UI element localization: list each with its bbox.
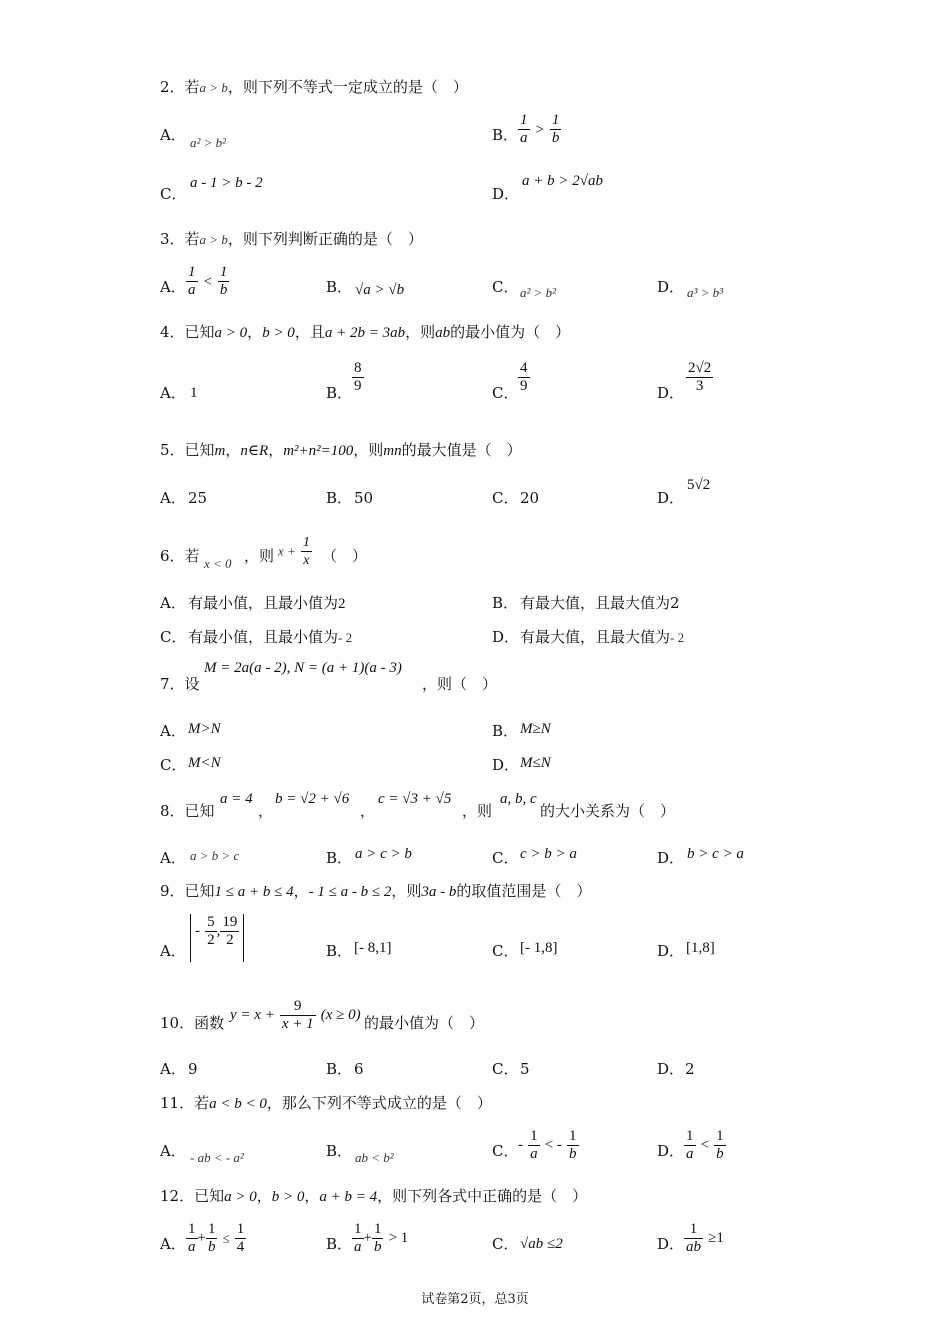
q8-sep-3: ，则 xyxy=(462,802,493,820)
q7-option-d: M≤N xyxy=(520,755,551,771)
q3-option-c: a² > b² xyxy=(520,285,557,300)
q6-option-c: 有最小值，且最小值为- 2 xyxy=(188,628,353,646)
q10-option-a-label: A． xyxy=(160,1060,186,1078)
q7-option-a: M>N xyxy=(188,721,221,737)
q12-option-b: $\frac{1}{a}$ + $\frac{1}{b}$ > 1 xyxy=(354,1221,409,1255)
q5-option-c-label: C． xyxy=(492,489,519,507)
q5-option-c: 20 xyxy=(520,489,540,507)
q8-option-a: a > b > c xyxy=(190,848,240,863)
q3-option-b-label: B． xyxy=(326,278,353,296)
q10-option-b-label: B． xyxy=(326,1060,353,1078)
q10-option-d-label: D． xyxy=(657,1060,685,1078)
q10-option-b: 6 xyxy=(354,1060,364,1078)
q2-option-a: a² > b² xyxy=(190,135,227,150)
q9-option-b-label: B． xyxy=(326,942,353,960)
q8-option-c-label: C． xyxy=(492,849,519,867)
q10-option-d: 2 xyxy=(685,1060,695,1078)
q10-stem-prefix: 10．函数 xyxy=(160,1014,225,1032)
q12-option-b-label: B． xyxy=(326,1235,353,1253)
q11-option-d-label: D． xyxy=(657,1142,685,1160)
q4-option-d: $\frac{2√2}{3}$ xyxy=(688,360,712,394)
q11-option-b: ab < b² xyxy=(355,1150,394,1165)
q7-stem-suffix: ，则（ ） xyxy=(422,675,498,693)
q3-option-d: a³ > b³ xyxy=(687,285,724,300)
q6-option-c-label: C． xyxy=(160,628,187,646)
q8-sep-1: ， xyxy=(258,802,274,820)
q7-option-b: M≥N xyxy=(520,721,551,737)
q3-stem: 3．若a > b，则下列判断正确的是（ ） xyxy=(160,230,423,248)
q6-option-a-label: A． xyxy=(160,594,186,612)
q12-option-a: $\frac{1}{a}$ + $\frac{1}{b}$ ≤ $\frac{1}{4}$ xyxy=(188,1221,245,1255)
q4-option-c: $\frac{4}{9}$ xyxy=(520,360,528,394)
q5-option-b-label: B． xyxy=(326,489,353,507)
q4-stem: 4．已知a > 0，b > 0，且a + 2b = 3ab，则ab的最小值为（ ） xyxy=(160,323,571,341)
q11-option-c-label: C． xyxy=(492,1142,519,1160)
q4-option-a-label: A． xyxy=(160,384,186,402)
q8-option-c: c > b > a xyxy=(520,846,577,862)
q4-option-b: $\frac{8}{9}$ xyxy=(354,360,362,394)
q6-stem-suffix: （ ） xyxy=(322,547,368,565)
q7-option-c-label: C． xyxy=(160,756,187,774)
q7-option-a-label: A． xyxy=(160,722,186,740)
q6-option-b-label: B． xyxy=(492,594,519,612)
q8-option-a-label: A． xyxy=(160,849,186,867)
q6-stem-mid: ，则 xyxy=(244,547,275,565)
q10-option-a: 9 xyxy=(188,1060,198,1078)
q5-option-a: 25 xyxy=(188,489,208,507)
q2-stem: 2．若a > b，则下列不等式一定成立的是（ ） xyxy=(160,78,468,96)
q8-option-d-label: D． xyxy=(657,849,685,867)
q11-option-a-label: A． xyxy=(160,1142,186,1160)
q11-stem: 11．若a < b < 0，那么下列不等式成立的是（ ） xyxy=(160,1094,492,1112)
q11-option-c: - $\frac{1}{a}$ < - $\frac{1}{b}$ xyxy=(518,1128,577,1162)
q4-option-a: 1 xyxy=(190,385,198,401)
q2-option-d-label: D． xyxy=(492,185,520,203)
q9-option-c-label: C． xyxy=(492,942,519,960)
q4-option-c-label: C． xyxy=(492,384,519,402)
q12-option-a-label: A． xyxy=(160,1235,186,1253)
q6-option-b: 有最大值，且最大值为2 xyxy=(520,594,680,612)
q12-stem: 12．已知a > 0，b > 0，a + b = 4，则下列各式中正确的是（ ） xyxy=(160,1187,588,1205)
q11-option-d: $\frac{1}{a}$ < $\frac{1}{b}$ xyxy=(686,1128,724,1162)
page-footer: 试卷第2页，总3页 xyxy=(421,1292,529,1307)
q2-option-c-label: C． xyxy=(160,185,187,203)
q12-option-d-label: D． xyxy=(657,1235,685,1253)
q7-stem-prefix: 7．设 xyxy=(160,675,200,693)
q2-option-d: a + b > 2√ab xyxy=(522,173,603,189)
q8-stem-prefix: 8．已知 xyxy=(160,802,215,820)
q8-part-a: a = 4 xyxy=(220,791,253,807)
q3-option-b: √a > √b xyxy=(355,282,405,298)
q6-condition: x < 0 xyxy=(204,556,232,571)
q5-option-a-label: A． xyxy=(160,489,186,507)
q7-option-c: M<N xyxy=(188,755,221,771)
q3-option-a: $\frac{1}{a}$ < $\frac{1}{b}$ xyxy=(188,264,228,298)
q9-option-c: [- 1,8] xyxy=(520,940,558,956)
q5-option-b: 50 xyxy=(354,489,374,507)
q6-option-d: 有最大值，且最大值为- 2 xyxy=(520,628,685,646)
q4-option-d-label: D． xyxy=(657,384,685,402)
q10-option-c-label: C． xyxy=(492,1060,519,1078)
q12-option-d: $\frac{1}{ab}$ ≥1 xyxy=(686,1221,724,1255)
q7-option-b-label: B． xyxy=(492,722,519,740)
q6-option-a: 有最小值，且最小值为2 xyxy=(188,594,346,612)
q7-expression: M = 2a(a - 2), N = (a + 1)(a - 3) xyxy=(204,660,402,676)
q8-part-abc: a, b, c xyxy=(500,791,537,807)
q9-option-b: [- 8,1] xyxy=(354,940,392,956)
q3-option-d-label: D． xyxy=(657,278,685,296)
q10-expression: y = x + $\frac{9}{x + 1}$ (x ≥ 0) xyxy=(230,998,361,1032)
q9-option-d: [1,8] xyxy=(686,940,715,956)
q11-option-b-label: B． xyxy=(326,1142,353,1160)
q10-stem-suffix: 的最小值为（ ） xyxy=(364,1014,485,1032)
q5-option-d: 5√2 xyxy=(687,477,711,493)
q6-stem-prefix: 6．若 xyxy=(160,547,200,565)
q8-option-d: b > c > a xyxy=(687,846,744,862)
q8-part-b: b = √2 + √6 xyxy=(275,791,350,807)
q2-option-b: $\frac{1}{a}$ > $\frac{1}{b}$ xyxy=(520,112,560,146)
q11-option-a: - ab < - a² xyxy=(190,1150,244,1165)
q10-option-c: 5 xyxy=(520,1060,530,1078)
q6-option-d-label: D． xyxy=(492,628,520,646)
q8-option-b: a > c > b xyxy=(355,846,412,862)
q12-option-c-label: C． xyxy=(492,1235,519,1253)
q8-option-b-label: B． xyxy=(326,849,353,867)
q12-option-c: √ab ≤2 xyxy=(520,1236,563,1252)
q3-option-c-label: C． xyxy=(492,278,519,296)
q9-stem: 9．已知1 ≤ a + b ≤ 4，- 1 ≤ a - b ≤ 2，则3a - b的取值范围是（ ） xyxy=(160,882,592,900)
q8-stem-suffix: 的大小关系为（ ） xyxy=(540,802,676,820)
q9-option-d-label: D． xyxy=(657,942,685,960)
q2-option-a-label: A． xyxy=(160,126,186,144)
q2-option-b-label: B． xyxy=(492,126,519,144)
q5-stem: 5．已知m，n∈R，m²+n²=100，则mn的最大值是（ ） xyxy=(160,441,522,459)
q8-sep-2: ， xyxy=(360,802,376,820)
q3-option-a-label: A． xyxy=(160,278,186,296)
q4-option-b-label: B． xyxy=(326,384,353,402)
q2-option-c: a - 1 > b - 2 xyxy=(190,175,263,191)
q8-part-c: c = √3 + √5 xyxy=(378,791,452,807)
q6-expression: x + $\frac{1}{x}$ xyxy=(278,535,310,568)
q9-option-a-label: A． xyxy=(160,942,186,960)
q5-option-d-label: D． xyxy=(657,489,685,507)
q7-option-d-label: D． xyxy=(492,756,520,774)
q9-option-a: - $\frac{5}{2}$ , $\frac{19}{2}$ xyxy=(190,914,244,962)
